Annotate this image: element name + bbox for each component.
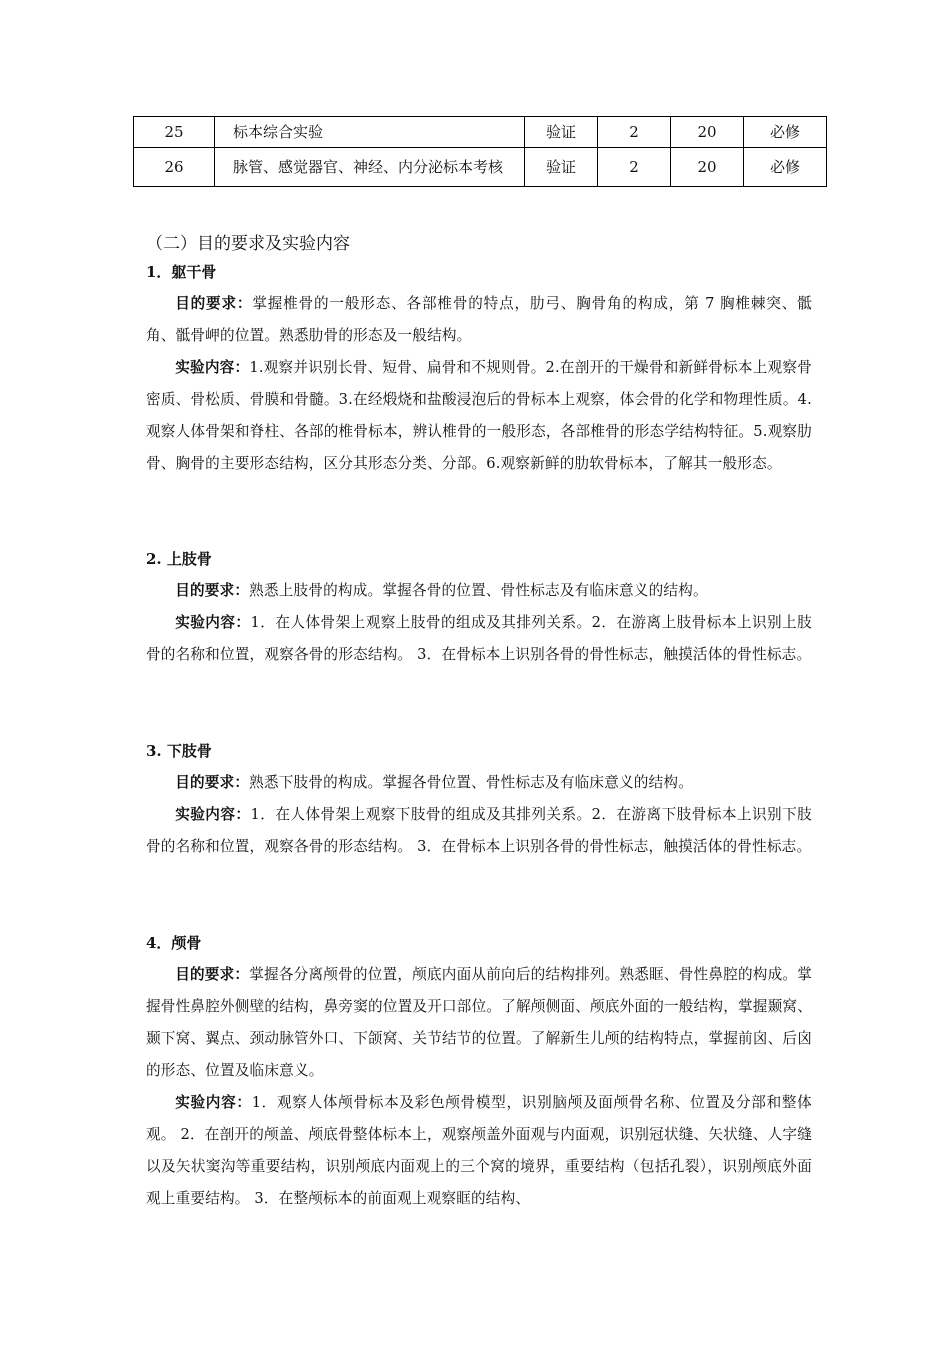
group-size: 20 [671,148,744,187]
content-text: 1．观察人体颅骨标本及彩色颅骨模型，识别脑颅及面颅骨名称、位置及分部和整体观。 2．在剖开的颅盖、颅底骨整体标本上，观察颅盖外面观与内面观，识别冠状缝、矢状缝、人字缝以及矢状窦沟等重要结构，识别颅底内面观上的三个窝的境界，重要结构（包括孔裂），识别颅底外面观上重要结构。 3．在整颅标本的前面观上观察眶的结构、 [146,1094,812,1207]
section-trunk-bones [146,262,812,480]
section-upper-limb-bones [146,549,812,671]
purpose-paragraph [146,959,812,1087]
purpose-label: 目的要求： [175,966,250,983]
experiment-name: 标本综合实验 [215,117,525,148]
content-paragraph [146,1087,812,1215]
content-label: 实验内容： [175,1094,252,1111]
content-text: 1.观察并识别长骨、短骨、扁骨和不规则骨。2.在剖开的干燥骨和新鲜骨标本上观察骨密质、骨松质、骨膜和骨髓。3.在经煅烧和盐酸浸泡后的骨标本上观察，体会骨的化学和物理性质。4.观察人体骨架和脊柱、各部的椎骨标本，辨认椎骨的一般形态，各部椎骨的形态学结构特征。5.观察肋骨、胸骨的主要形态结构，区分其形态分类、分部。6.观察新鲜的肋软骨标本，了解其一般形态。 [146,359,812,472]
purpose-label: 目的要求： [175,295,253,312]
purpose-paragraph [146,767,812,799]
row-number: 25 [134,117,215,148]
table-row [134,148,827,187]
purpose-label: 目的要求： [175,774,250,791]
purpose-paragraph [146,288,812,352]
purpose-text: 熟悉上肢骨的构成。掌握各骨的位置、骨性标志及有临床意义的结构。 [249,582,708,599]
purpose-paragraph [146,575,812,607]
section-heading: 3. 下肢骨 [146,742,212,760]
course-table [133,116,827,187]
experiment-name: 脉管、感觉器官、神经、内分泌标本考核 [215,148,525,187]
content-label: 实验内容： [175,359,250,376]
table-row [134,117,827,148]
purpose-text: 掌握椎骨的一般形态、各部椎骨的特点，肋弓、胸骨角的构成，第 7 胸椎棘突、骶角、骶骨岬的位置。熟悉肋骨的形态及一般结构。 [146,295,812,344]
section-skull-bones [146,933,812,1215]
content-label: 实验内容： [175,806,251,823]
content-paragraph [146,799,812,863]
requirement: 必修 [744,117,827,148]
content-text: 1．在人体骨架上观察上肢骨的组成及其排列关系。2．在游离上肢骨标本上识别上肢骨的名称和位置，观察各骨的形态结构。 3．在骨标本上识别各骨的骨性标志，触摸活体的骨性标志。 [146,614,812,663]
content-label: 实验内容： [175,614,251,631]
experiment-hours: 2 [598,117,671,148]
experiment-type: 验证 [525,117,598,148]
purpose-label: 目的要求： [175,582,250,599]
experiment-type: 验证 [525,148,598,187]
row-number: 26 [134,148,215,187]
content-text: 1．在人体骨架上观察下肢骨的组成及其排列关系。2．在游离下肢骨标本上识别下肢骨的名称和位置，观察各骨的形态结构。 3．在骨标本上识别各骨的骨性标志，触摸活体的骨性标志。 [146,806,812,855]
section-lower-limb-bones [146,741,812,863]
section-heading: 4．颅骨 [146,934,202,952]
content-paragraph [146,607,812,671]
requirement: 必修 [744,148,827,187]
experiment-hours: 2 [598,148,671,187]
content-paragraph [146,352,812,480]
section-title: （二）目的要求及实验内容 [146,234,350,254]
section-heading: 1．躯干骨 [146,263,217,281]
group-size: 20 [671,117,744,148]
purpose-text: 掌握各分离颅骨的位置，颅底内面从前向后的结构排列。熟悉眶、骨性鼻腔的构成。掌握骨性鼻腔外侧壁的结构，鼻旁窦的位置及开口部位。了解颅侧面、颅底外面的一般结构，掌握颞窝、颞下窝、翼点、颈动脉管外口、下颌窝、关节结节的位置。了解新生儿颅的结构特点，掌握前囟、后囟的形态、位置及临床意义。 [146,966,812,1079]
section-heading: 2. 上肢骨 [146,550,212,568]
purpose-text: 熟悉下肢骨的构成。掌握各骨位置、骨性标志及有临床意义的结构。 [249,774,693,791]
